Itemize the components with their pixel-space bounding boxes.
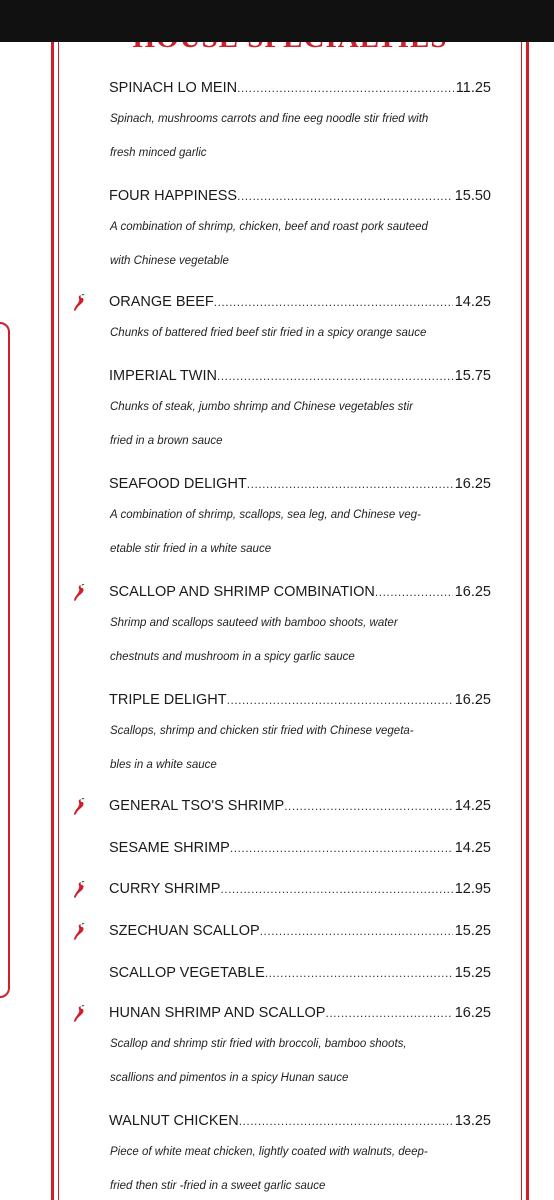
menu-item-description: fried in a brown sauce [110,435,223,447]
menu-item-description: bles in a white sauce [110,759,217,771]
top-status-bar [0,0,554,42]
menu-item-description: Chunks of steak, jumbo shrimp and Chinese vegetables stir [110,401,413,413]
chili-pepper-icon [72,881,86,899]
dot-leader [230,838,453,858]
menu-item-row [109,78,491,98]
menu-item-row [109,474,491,494]
menu-item-price: 15.75 [454,368,491,384]
menu-item-row [109,963,491,983]
menu-item-row [109,690,491,710]
menu-item-name: GENERAL TSO'S SHRIMP [109,798,285,814]
menu-item-row [109,366,491,386]
dot-leader [260,921,453,941]
menu-item-name: SCALLOP VEGETABLE [109,965,265,981]
menu-item-price: 13.25 [454,1113,491,1129]
dot-leader [227,690,453,710]
menu-item-row [109,796,491,816]
menu-item-price: 16.25 [454,1005,491,1021]
menu-item-name: SCALLOP AND SHRIMP COMBINATION [109,584,375,600]
menu-item-price: 16.25 [454,584,491,600]
dot-leader [237,186,453,206]
menu-item-description: fried then stir -fried in a sweet garlic sauce [110,1180,326,1192]
menu-item-name: FOUR HAPPINESS [109,188,238,204]
adjacent-panel-frame [0,322,10,998]
dot-leader [217,366,453,386]
dot-leader [375,582,453,602]
menu-item-row [109,1111,491,1131]
menu-item-description: with Chinese vegetable [110,255,229,267]
dot-leader [239,1111,453,1131]
menu-item-row [109,1003,491,1023]
menu-item-description: Piece of white meat chicken, lightly coated with walnuts, deep- [110,1146,428,1158]
dot-leader [265,963,453,983]
chili-pepper-icon [72,584,86,602]
menu-item-description: Scallop and shrimp stir fried with broccoli, bamboo shoots, [110,1038,407,1050]
menu-item-name: SESAME SHRIMP [109,840,230,856]
menu-item-description: etable stir fried in a white sauce [110,543,272,555]
dot-leader [284,796,453,816]
menu-item-description: Shrimp and scallops sauteed with bamboo shoots, water [110,617,398,629]
menu-item-price: 11.25 [455,80,491,96]
dot-leader [247,474,453,494]
menu-item-price: 15.50 [454,188,491,204]
menu-item-row [109,186,491,206]
chili-pepper-icon [72,923,86,941]
menu-item-price: 14.25 [454,294,491,310]
dot-leader [325,1003,452,1023]
menu-item-price: 14.25 [454,798,491,814]
menu-item-row [109,879,491,899]
menu-item-description: Chunks of battered fried beef stir fried in a spicy orange sauce [110,327,427,339]
menu-item-description: Scallops, shrimp and chicken stir fried with Chinese vegeta- [110,725,414,737]
menu-item-name: WALNUT CHICKEN [109,1113,239,1129]
menu-item-row [109,921,491,941]
chili-pepper-icon [72,294,86,312]
menu-item-price: 14.25 [454,840,491,856]
menu-item-description: Spinach, mushrooms carrots and fine eeg noodle stir fried with [110,113,429,125]
menu-item-name: IMPERIAL TWIN [109,368,217,384]
dot-leader [214,292,453,312]
menu-item-name: CURRY SHRIMP [109,881,221,897]
chili-pepper-icon [72,798,86,816]
menu-item-description: scallions and pimentos in a spicy Hunan sauce [110,1072,349,1084]
menu-item-price: 16.25 [454,476,491,492]
dot-leader [220,879,452,899]
menu-item-description: chestnuts and mushroom in a spicy garlic sauce [110,651,355,663]
dot-leader [237,78,454,98]
menu-item-price: 15.25 [454,965,491,981]
menu-item-price: 15.25 [454,923,491,939]
menu-item-row [109,582,491,602]
menu-item-name: TRIPLE DELIGHT [109,692,227,708]
menu-item-description: A combination of shrimp, chicken, beef and roast pork sauteed [110,221,428,233]
menu-item-name: SZECHUAN SCALLOP [109,923,260,939]
menu-item-name: HUNAN SHRIMP AND SCALLOP [109,1005,326,1021]
menu-item-name: SEAFOOD DELIGHT [109,476,247,492]
menu-item-row [109,292,491,312]
menu-item-name: ORANGE BEEF [109,294,214,310]
menu-item-price: 16.25 [454,692,491,708]
menu-item-name: SPINACH LO MEIN [109,80,238,96]
menu-item-price: 12.95 [454,881,491,897]
menu-item-description: fresh minced garlic [110,147,207,159]
menu-item-row [109,838,491,858]
chili-pepper-icon [72,1005,86,1023]
menu-item-description: A combination of shrimp, scallops, sea leg, and Chinese veg- [110,509,421,521]
